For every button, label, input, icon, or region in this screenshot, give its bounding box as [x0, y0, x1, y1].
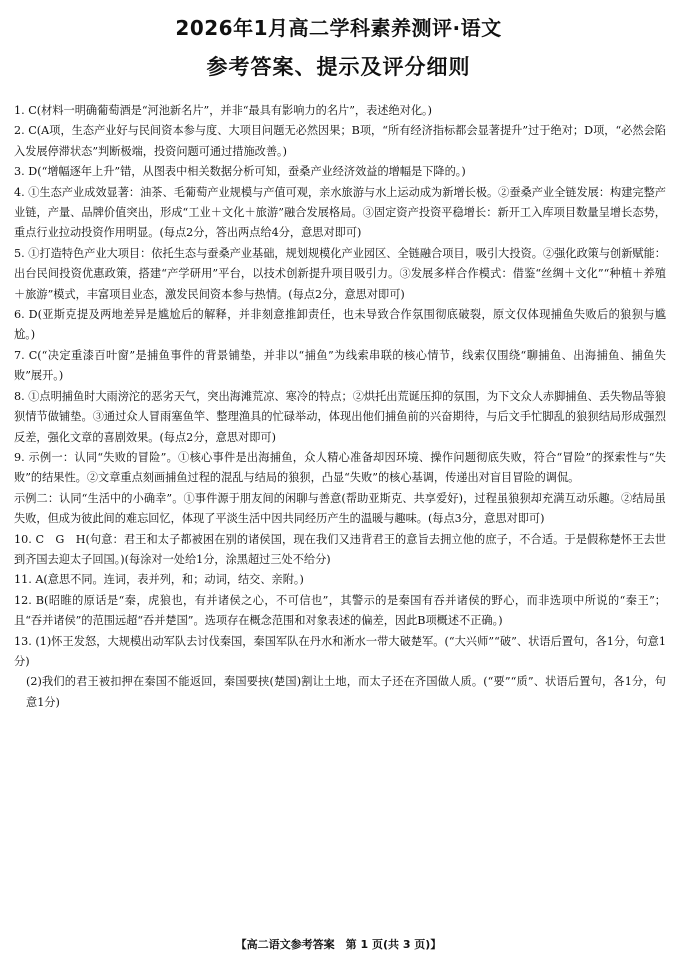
answer-item-3: 3. D(“增幅逐年上升”错，从图表中相关数据分析可知，蚕桑产业经济效益的增幅是下降的。) [14, 165, 466, 179]
answer-item-6: 6. D(亚斯克提及两地差异是尴尬后的解释，并非刻意推卸责任，也未导致合作氛围彻底破裂，原文仅体现捕鱼失败后的狼狈与尴尬。) [14, 308, 666, 342]
answer-item-1: 1. C(材料一明确葡萄酒是“河池新名片”，并非“最具有影响力的名片”，表述绝对化。) [14, 104, 432, 117]
answer-item-9-example-1: 9. 示例一：认同“失败的冒险”。①核心事件是出海捕鱼，众人精心准备却因环境、操作问题彻底失败，符合“冒险”的探索性与“失败”的结果性。②文章重点刻画捕鱼过程的混乱与结局的狼狈，凸显“失败”的核心基调，传递出对盲目冒险的调侃。 [14, 450, 666, 485]
answer-item-13-part-1: 13. (1)怀王发怒，大规模出动军队去讨伐秦国，秦国军队在丹水和淅水一带大破楚军。(“大兴师”“破”、状语后置句，各1分，句意1分) [14, 634, 666, 668]
answer-item-4: 4. ①生态产业成效显著：油茶、毛葡萄产业规模与产值可观，亲水旅游与水上运动成为新增长极。②蚕桑产业全链发展：构建完整产业链，产量、品牌价值突出，形成“工业＋文化＋旅游”融合发展格局。③固定资产投资平稳增长：新开工入库项目数量呈增长态势，重点行业拉动投资作用明显。(每点2分，答出两点给4分，意思对即可) [14, 185, 666, 240]
answer-item-8: 8. ①点明捕鱼时大雨滂沱的恶劣天气，突出海滩荒凉、寒冷的特点；②烘托出荒诞压抑的氛围，为下文众人赤脚捕鱼、丢失物品等狼狈情节做铺垫。③通过众人冒雨塞鱼竿、整理渔具的忙碌举动，体现出他们捕鱼前的兴奋期待，与后文手忙脚乱的狼狈结局形成强烈反差，强化文章的喜剧效果。(每点2分，意思对即可) [14, 389, 666, 444]
answer-item-9-example-2: 示例二：认同“生活中的小确幸”。①事件源于朋友间的闲聊与善意(帮助亚斯克、共享爱好)，过程虽狼狈却充满互动乐趣。②结局虽失败，但成为彼此间的难忘回忆，体现了平淡生活中因共同经历产生的温暖与趣味。(每点3分，意思对即可) [14, 491, 666, 526]
answer-item-13-part-2: (2)我们的君王被扣押在秦国不能返回，秦国要挟(楚国)割让土地，而太子还在齐国做人质。(“要”“质”、状语后置句，各1分，句意1分) [26, 675, 666, 709]
answer-item-12: 12. B(昭睢的原话是“秦，虎狼也，有并诸侯之心，不可信也”，其警示的是秦国有吞并诸侯的野心，而非选项中所说的“秦王”；且“吞并诸侯”的范围远超“吞并楚国”。选项存在概念范围和对象表述的偏差，因此B项概述不正确。) [14, 593, 666, 628]
answer-item-11: 11. A(意思不同。连词，表并列，和；动词，结交、亲附。) [14, 573, 304, 587]
page-subtitle: 参考答案、提示及评分细则 [206, 55, 471, 79]
answer-list [14, 101, 666, 713]
answer-item-2: 2. C(A项，生态产业好与民间资本参与度、大项目问题无必然因果；B项，“所有经济指标都会显著提升”过于绝对；D项，“必然会陷入发展停滞状态”判断极端，投资问题可通过措施改善。) [14, 124, 666, 158]
answer-item-10: 10. C G H(句意：君王和太子都被困在别的诸侯国，现在我们又违背君王的意旨去拥立他的庶子，不合适。于是假称楚怀王去世到齐国去迎太子回国。)(每涂对一处给1分，涂黑超过三处不给分) [14, 532, 666, 566]
answer-item-7: 7. C(“决定重漆百叶窗”是捕鱼事件的背景铺垫，并非以“捕鱼”为线索串联的核心情节，线索仅围绕“聊捕鱼、出海捕鱼、捕鱼失败”展开。) [14, 348, 666, 383]
page-footer: 【高二语文参考答案 第 1 页(共 3 页)】 [235, 938, 442, 951]
answer-item-5: 5. ①打造特色产业大项目：依托生态与蚕桑产业基础，规划规模化产业园区、全链融合项目，吸引大投资。②强化政策与创新赋能：出台民间投资优惠政策，搭建“产学研用”平台，以技术创新提升项目吸引力。③发展多样合作模式：借鉴“丝绸＋文化”“种植＋养殖＋旅游”模式，丰富项目业态，激发民间资本参与热情。(每点2分，意思对即可) [14, 246, 666, 301]
page-title: 2026年1月高二学科素养测评·语文 [175, 16, 502, 40]
